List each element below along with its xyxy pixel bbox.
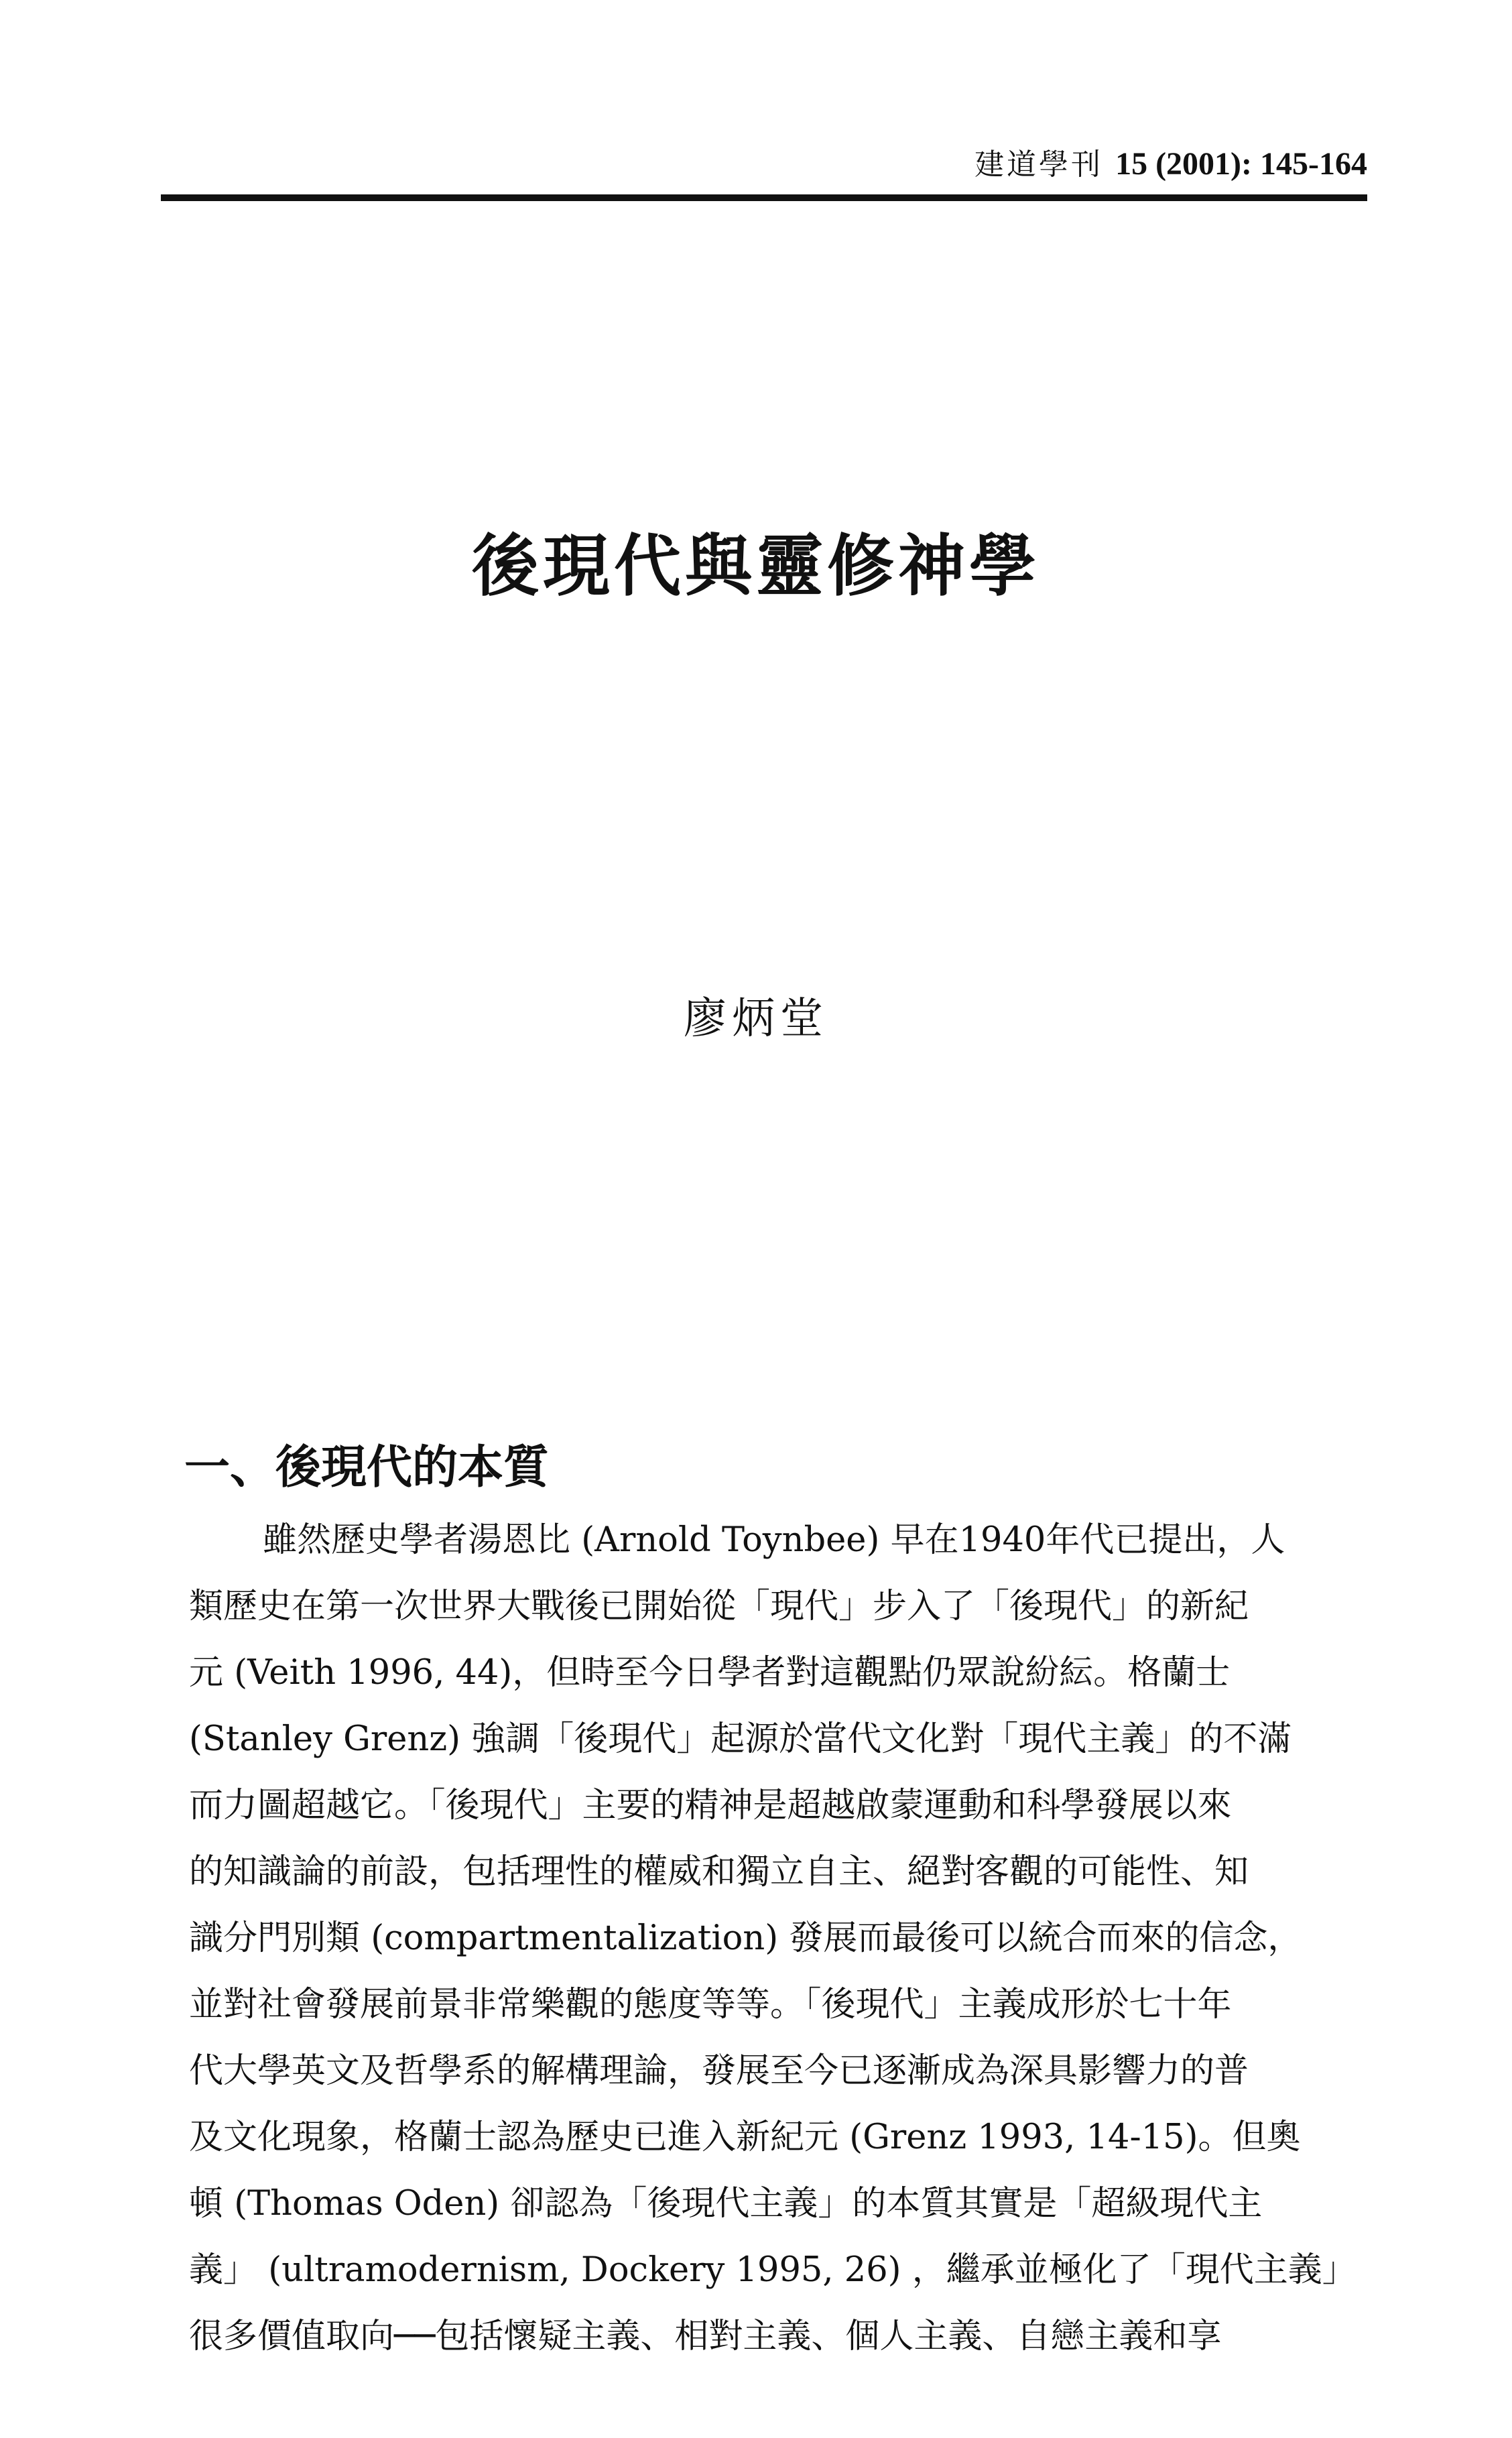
header-text [974,141,1367,188]
body-line: 類歷史在第一次世界大戰後已開始從「現代」步入了「後現代」的新紀 [189,1587,1249,1626]
body-line: 代大學英文及哲學系的解構理論，發展至今已逐漸成為深具影響力的普 [189,2051,1249,2091]
body-line: (Stanley Grenz) 強調「後現代」起源於當代文化對「現代主義」的不滿 [189,1719,1292,1759]
body-line: 並對社會發展前景非常樂觀的態度等等。「後現代」主義成形於七十年 [189,1985,1232,2024]
body-line: 雖然歷史學者湯恩比 (Arnold Toynbee) 早在1940年代已提出，人 [263,1520,1285,1560]
body-line: 很多價值取向──包括懷疑主義、相對主義、個人主義、自戀主義和享 [189,2317,1222,2356]
article-title: 後現代與靈修神學 [472,527,1040,605]
header-rule [161,194,1367,201]
body-line: 及文化現象，格蘭士認為歷史已進入新紀元 (Grenz 1993, 14-15)。但奧 [189,2118,1301,2157]
body-line: 頓 (Thomas Oden) 卻認為「後現代主義」的本質其實是「超級現代主 [189,2184,1263,2223]
article-author: 廖炳堂 [684,994,828,1044]
body-line: 元 (Veith 1996, 44)，但時至今日學者對這觀點仍眾說紛紜。格蘭士 [189,1653,1231,1693]
body-line: 的知識論的前設，包括理性的權威和獨立自主、絕對客觀的可能性、知 [189,1852,1249,1892]
body-line: 識分門別類 (compartmentalization) 發展而最後可以統合而來的信念， [189,1918,1302,1958]
body-text [189,1507,1389,2370]
body-line: 而力圖超越它。「後現代」主要的精神是超越啟蒙運動和科學發展以來 [189,1786,1232,1825]
section-heading: 一、後現代的本質 [184,1441,550,1494]
journal-citation: 15 (2001): 145-164 [1115,146,1367,182]
body-line: 義」 (ultramodernism, Dockery 1995, 26) ，繼承並極化了「現代主義」 [189,2250,1357,2290]
running-header [161,141,1367,188]
journal-name: 建道學刊 [974,147,1104,182]
